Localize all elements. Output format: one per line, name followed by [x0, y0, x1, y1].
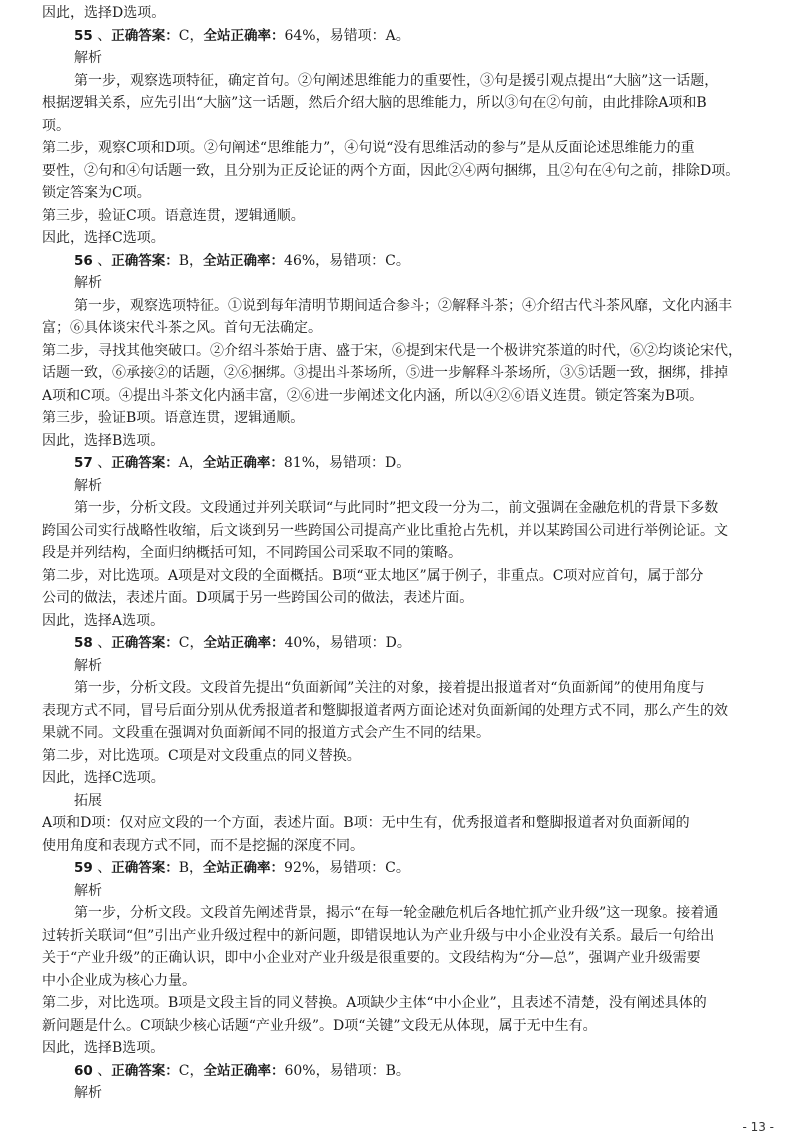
- question-answer-header: 56 、正确答案：B，全站正确率：46%，易错项：C。: [74, 252, 410, 269]
- question-number: 60: [74, 1062, 93, 1079]
- text-line: 新问题是什么。C项缺少核心话题“产业升级”。D项“关键”文段无从体现，属于无中生有。: [42, 1017, 597, 1034]
- correct-answer-value: A: [178, 455, 189, 471]
- error-prone-value: A: [385, 27, 396, 44]
- correct-answer-value: B: [178, 252, 190, 269]
- text-line: 第二步，对比选项。A项是对文段的全面概括。B项“亚太地区”属于例子，非重点。C项对应首句，属于部分: [42, 567, 704, 584]
- text-line: 中小企业成为核心力量。: [42, 972, 196, 989]
- accuracy-label: 全站正确率：: [203, 27, 285, 44]
- text-line: 因此，选择C选项。: [42, 230, 165, 246]
- text-line: 根据逻辑关系，应先引出“大脑”这一话题，然后介绍大脑的思维能力，所以③句在②句前，由此排除A项和B: [42, 95, 707, 111]
- text-line: 第一步，分析文段。文段首先阐述背景，揭示“在每一轮金融危机后各地忙抓产业升级”这一现象。接着通: [74, 905, 719, 921]
- text-line: 第一步，观察选项特征。①说到每年清明节期间适合参斗；②解释斗茶；④介绍古代斗茶风靡，文化内涵丰: [74, 297, 732, 314]
- text-line: 锁定答案为C项。: [42, 185, 151, 201]
- question-answer-header: 60 、正确答案：C，全站正确率：60%，易错项：B。: [74, 1062, 410, 1079]
- text-line: 使用角度和表现方式不同，而不是挖掘的深度不同。: [42, 837, 364, 854]
- text-line: 第二步，寻找其他突破口。②介绍斗茶始于唐、盛于宋，⑥提到宋代是一个极讲究茶道的时代，⑥②均谈论宋代，: [42, 342, 742, 359]
- accuracy-label: 全站正确率：: [202, 455, 284, 471]
- error-prone-label: 易错项：: [329, 1062, 386, 1079]
- text-line: 公司的做法，表述片面。D项属于另一些跨国公司的做法，表述片面。: [42, 590, 474, 606]
- correct-answer-label: 正确答案：: [111, 860, 179, 876]
- question-number: 59: [74, 860, 93, 876]
- error-prone-value: C: [385, 252, 396, 269]
- text-line: 关于“产业升级”的正确认识，即中小企业对产业升级是很重要的。文段结构为“分—总”，强调产业升级需要: [42, 950, 701, 966]
- question-number: 55: [74, 27, 93, 44]
- text-line: 第三步，验证C项。语意连贯，逻辑通顺。: [42, 207, 305, 224]
- text-line: 因此，选择D选项。: [42, 5, 166, 21]
- text-line: 因此，选择B选项。: [42, 1040, 165, 1056]
- error-prone-label: 易错项：: [329, 455, 385, 471]
- error-prone-label: 易错项：: [329, 860, 386, 876]
- correct-answer-label: 正确答案：: [111, 1062, 179, 1079]
- error-prone-value: B: [385, 1062, 396, 1079]
- text-line: 段是并列结构，全面归纳概括可知，不同跨国公司采取不同的策略。: [42, 545, 462, 561]
- text-line: 话题一致，⑥承接②的话题，②⑥捆绑。③提出斗茶场所，⑤进一步解释斗茶场所，③⑤话题一致，捆绑，排掉: [42, 365, 728, 381]
- question-number: 58: [74, 635, 93, 651]
- text-line: 第二步，观察C项和D项。②句阐述“思维能力”，④句说“没有思维活动的参与”是从反面论述思维能力的重: [42, 140, 695, 156]
- error-prone-label: 易错项：: [329, 635, 386, 651]
- error-prone-value: C: [385, 860, 396, 876]
- section-heading: 解析: [74, 275, 102, 291]
- text-line: 要性，②句和④句话题一致，且分别为正反论证的两个方面，因此②④两句捆绑，且②句在④句之前，排除D项。: [42, 162, 740, 179]
- text-line: 第二步，对比选项。B项是文段主旨的同义替换。A项缺少主体“中小企业”，且表述不清楚，没有阐述具体的: [42, 995, 707, 1011]
- error-prone-value: D: [385, 635, 397, 651]
- page-number: - 13 -: [742, 1120, 774, 1134]
- accuracy-value: 92%: [284, 860, 316, 876]
- text-line: 第二步，对比选项。C项是对文段重点的同义替换。: [42, 747, 361, 764]
- section-heading: 解析: [74, 477, 102, 494]
- question-answer-header: 59 、正确答案：B，全站正确率：92%，易错项：C。: [74, 860, 410, 876]
- error-prone-label: 易错项：: [329, 252, 386, 269]
- text-line: 因此，选择A选项。: [42, 612, 165, 629]
- answer-explanations: [42, 2, 780, 1105]
- text-line: 因此，选择B选项。: [42, 432, 165, 449]
- correct-answer-value: B: [178, 860, 190, 876]
- correct-answer-label: 正确答案：: [111, 252, 179, 269]
- text-line: 第一步，分析文段。文段首先提出“负面新闻”关注的对象，接着提出报道者对“负面新闻”的使用角度与: [74, 680, 705, 696]
- text-line: A项和C项。④提出斗茶文化内涵丰富，②⑥进一步阐述文化内涵，所以④②⑥语义连贯。锁定答案为B项。: [42, 387, 704, 404]
- accuracy-value: 40%: [284, 635, 316, 651]
- text-line: 第一步，分析文段。文段通过并列关联词“与此同时”把文段一分为二，前文强调在金融危机的背景下多数: [74, 500, 719, 516]
- question-number: 57: [74, 455, 93, 471]
- text-line: 过转折关联词“但”引出产业升级过程中的新问题，即错误地认为产业升级与中小企业没有关系。最后一句给出: [42, 927, 715, 944]
- text-line: 因此，选择C选项。: [42, 770, 165, 786]
- accuracy-value: 46%: [284, 252, 316, 269]
- accuracy-label: 全站正确率：: [203, 252, 285, 269]
- accuracy-value: 64%: [284, 27, 316, 44]
- text-line: 项。: [42, 117, 70, 134]
- section-heading: 解析: [74, 1085, 102, 1101]
- correct-answer-value: C: [178, 1062, 190, 1079]
- correct-answer-label: 正确答案：: [111, 635, 179, 651]
- accuracy-label: 全站正确率：: [203, 860, 285, 876]
- question-answer-header: 58 、正确答案：C，全站正确率：40%，易错项：D。: [74, 635, 411, 651]
- correct-answer-value: C: [178, 635, 190, 651]
- accuracy-label: 全站正确率：: [203, 635, 285, 651]
- section-heading: 解析: [74, 657, 102, 674]
- text-line: A项和D项：仅对应文段的一个方面，表述片面。B项：无中生有，优秀报道者和蹩脚报道者对负面新闻的: [42, 815, 690, 831]
- section-heading: 拓展: [74, 792, 102, 809]
- text-line: 表现方式不同，冒号后面分别从优秀报道者和蹩脚报道者两方面论述对负面新闻的处理方式不同，那么产生的效: [42, 702, 728, 719]
- error-prone-label: 易错项：: [329, 27, 386, 44]
- accuracy-value: 81%: [283, 455, 315, 471]
- accuracy-value: 60%: [284, 1062, 316, 1079]
- correct-answer-value: C: [178, 27, 190, 44]
- correct-answer-label: 正确答案：: [111, 27, 179, 44]
- section-heading: 解析: [74, 50, 102, 66]
- text-line: 第一步，观察选项特征，确定首句。②句阐述思维能力的重要性，③句是援引观点提出“大脑”这一话题，: [74, 72, 719, 89]
- question-answer-header: 57 、正确答案：A，全站正确率：81%，易错项：D。: [74, 455, 411, 471]
- text-line: 第三步，验证B项。语意连贯，逻辑通顺。: [42, 410, 305, 426]
- section-heading: 解析: [74, 882, 102, 899]
- text-line: 果就不同。文段重在强调对负面新闻不同的报道方式会产生不同的结果。: [42, 725, 490, 741]
- error-prone-value: D: [385, 455, 397, 471]
- text-line: 富；⑥具体谈宋代斗茶之风。首句无法确定。: [42, 320, 322, 336]
- question-answer-header: 55 、正确答案：C，全站正确率：64%，易错项：A。: [74, 27, 410, 44]
- accuracy-label: 全站正确率：: [203, 1062, 285, 1079]
- text-line: 跨国公司实行战略性收缩，后文谈到另一些跨国公司提高产业比重抢占先机，并以某跨国公司进行举例论证。文: [42, 522, 728, 539]
- correct-answer-label: 正确答案：: [111, 455, 179, 471]
- question-number: 56: [74, 252, 93, 269]
